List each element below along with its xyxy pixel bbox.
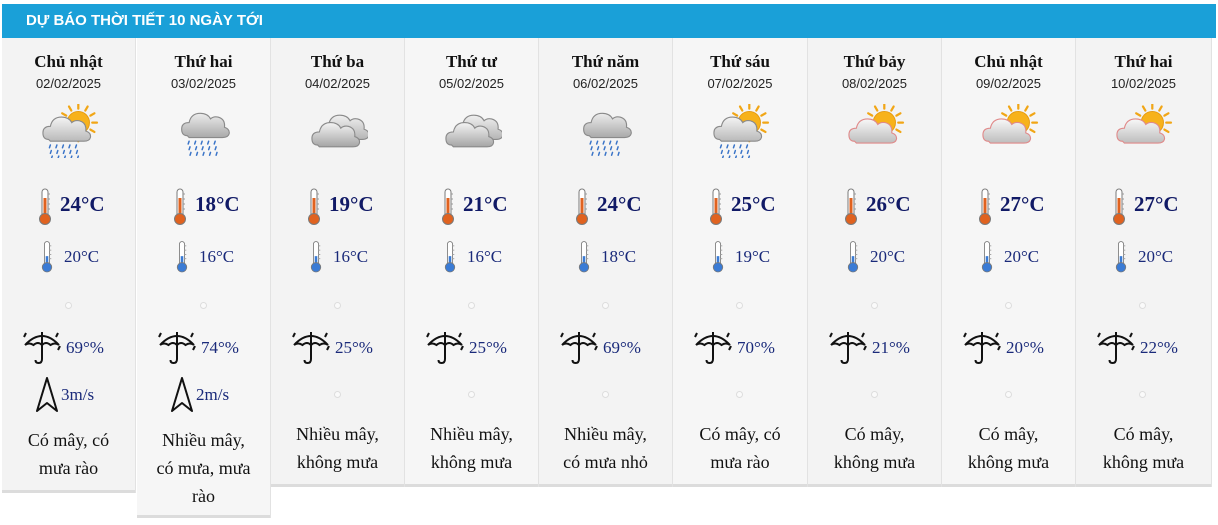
day-column — [271, 38, 405, 487]
rain-chance: 74°% — [201, 338, 239, 357]
max-temperature: 25°C — [731, 192, 776, 216]
day-column — [405, 38, 539, 487]
separator-dot — [334, 391, 341, 398]
day-name: Chủ nhật — [974, 52, 1043, 71]
cloud-sun-rain-icon — [39, 104, 99, 158]
day-name: Thứ hai — [1114, 52, 1173, 71]
day-column — [1076, 38, 1212, 487]
day-column — [137, 38, 271, 518]
thermometer-cold-icon — [444, 239, 456, 275]
day-name: Thứ bảy — [843, 52, 906, 71]
thermometer-cold-icon — [1115, 239, 1127, 275]
weather-description — [409, 420, 534, 476]
partly-cloudy-icon — [845, 104, 905, 158]
day-date: 08/02/2025 — [841, 76, 908, 91]
cloud-rain-icon — [174, 104, 234, 158]
day-name: Chủ nhật — [34, 52, 103, 71]
separator-dot — [1005, 302, 1012, 309]
day-name: Thứ sáu — [710, 52, 770, 71]
cloudy-icon — [308, 104, 368, 158]
min-temperature: 20°C — [1138, 247, 1174, 266]
rain-chance: 21°% — [872, 338, 910, 357]
day-column — [539, 38, 673, 487]
separator-dot — [468, 391, 475, 398]
description-line: Có mây, có — [27, 430, 110, 450]
day-date: 05/02/2025 — [438, 76, 505, 91]
column-bottom-border — [405, 484, 538, 487]
weather-description — [812, 420, 937, 476]
rain-chance: 69°% — [66, 338, 104, 357]
column-bottom-border — [808, 484, 941, 487]
thermometer-cold-icon — [712, 239, 724, 275]
wind-direction-icon — [35, 376, 59, 414]
umbrella-icon — [828, 329, 868, 365]
description-line: Có mây, — [1113, 424, 1174, 444]
description-line: Có mây, có — [699, 424, 781, 444]
day-date: 03/02/2025 — [170, 76, 237, 91]
weather-description — [946, 420, 1071, 476]
day-name: Thứ tư — [445, 52, 498, 71]
umbrella-icon — [962, 329, 1002, 365]
thermometer-hot-icon — [173, 188, 187, 226]
description-line: Có mây, — [978, 424, 1039, 444]
rain-chance: 70°% — [737, 338, 775, 357]
day-date: 04/02/2025 — [304, 76, 371, 91]
description-line: mưa rào — [710, 452, 770, 472]
min-temperature: 18°C — [601, 247, 637, 266]
rain-chance: 22°% — [1140, 338, 1178, 357]
thermometer-cold-icon — [578, 239, 590, 275]
separator-dot — [1139, 391, 1146, 398]
description-line: có mưa nhỏ — [563, 452, 648, 472]
description-line: không mưa — [1102, 452, 1185, 472]
separator-dot — [871, 391, 878, 398]
weather-description — [543, 420, 668, 476]
thermometer-hot-icon — [307, 188, 321, 226]
thermometer-hot-icon — [575, 188, 589, 226]
partly-cloudy-icon — [979, 104, 1039, 158]
separator-dot — [468, 302, 475, 309]
day-column — [673, 38, 808, 487]
rain-chance: 69°% — [603, 338, 641, 357]
weather-description — [677, 420, 803, 476]
description-line: rào — [192, 486, 215, 506]
max-temperature: 24°C — [60, 192, 105, 216]
description-line: không mưa — [833, 452, 916, 472]
day-name: Thứ hai — [174, 52, 233, 71]
thermometer-cold-icon — [981, 239, 993, 275]
cloud-sun-rain-icon — [710, 104, 770, 158]
umbrella-icon — [559, 329, 599, 365]
day-date: 10/02/2025 — [1110, 76, 1177, 91]
weather-description — [275, 420, 400, 476]
thermometer-cold-icon — [847, 239, 859, 275]
day-column — [808, 38, 942, 487]
thermometer-cold-icon — [41, 239, 53, 275]
day-date: 06/02/2025 — [572, 76, 639, 91]
column-bottom-border — [2, 490, 135, 493]
cloud-rain-icon — [576, 104, 636, 158]
separator-dot — [334, 302, 341, 309]
partly-cloudy-icon — [1113, 104, 1173, 158]
min-temperature: 20°C — [64, 247, 100, 266]
forecast-title: DỰ BÁO THỜI TIẾT 10 NGÀY TỚI — [26, 12, 263, 29]
thermometer-hot-icon — [978, 188, 992, 226]
column-bottom-border — [942, 484, 1075, 487]
column-bottom-border — [1076, 484, 1211, 487]
separator-dot — [1005, 391, 1012, 398]
min-temperature: 16°C — [467, 247, 503, 266]
day-name: Thứ năm — [571, 52, 640, 71]
max-temperature: 21°C — [463, 192, 508, 216]
separator-dot — [602, 302, 609, 309]
separator-dot — [736, 391, 743, 398]
description-line: Có mây, — [844, 424, 905, 444]
min-temperature: 16°C — [199, 247, 235, 266]
description-line: có mưa, mưa — [156, 458, 251, 478]
max-temperature: 24°C — [597, 192, 642, 216]
max-temperature: 26°C — [866, 192, 911, 216]
separator-dot — [602, 391, 609, 398]
column-bottom-border — [271, 484, 404, 487]
weather-description — [141, 426, 266, 510]
thermometer-hot-icon — [844, 188, 858, 226]
day-column — [2, 38, 136, 493]
description-line: không mưa — [296, 452, 379, 472]
description-line: Nhiều mây, — [162, 430, 245, 450]
min-temperature: 20°C — [870, 247, 906, 266]
umbrella-icon — [693, 329, 733, 365]
max-temperature: 18°C — [195, 192, 240, 216]
description-line: Nhiều mây, — [296, 424, 379, 444]
rain-chance: 20°% — [1006, 338, 1044, 357]
max-temperature: 27°C — [1000, 192, 1045, 216]
umbrella-icon — [1096, 329, 1136, 365]
min-temperature: 20°C — [1004, 247, 1040, 266]
max-temperature: 19°C — [329, 192, 374, 216]
umbrella-icon — [291, 329, 331, 365]
separator-dot — [736, 302, 743, 309]
rain-chance: 25°% — [335, 338, 373, 357]
separator-dot — [65, 302, 72, 309]
description-line: không mưa — [967, 452, 1050, 472]
description-line: không mưa — [430, 452, 513, 472]
thermometer-cold-icon — [176, 239, 188, 275]
separator-dot — [1139, 302, 1146, 309]
separator-dot — [871, 302, 878, 309]
thermometer-hot-icon — [709, 188, 723, 226]
column-bottom-border — [137, 515, 270, 518]
day-name: Thứ ba — [310, 52, 365, 71]
thermometer-cold-icon — [310, 239, 322, 275]
thermometer-hot-icon — [441, 188, 455, 226]
column-bottom-border — [539, 484, 672, 487]
description-line: Nhiều mây, — [564, 424, 647, 444]
umbrella-icon — [425, 329, 465, 365]
rain-chance: 25°% — [469, 338, 507, 357]
weather-description — [6, 426, 131, 482]
day-date: 07/02/2025 — [707, 76, 773, 91]
forecast-header — [2, 4, 1216, 38]
description-line: Nhiều mây, — [430, 424, 513, 444]
min-temperature: 19°C — [735, 247, 771, 266]
wind-speed: 2m/s — [196, 385, 230, 404]
description-line: mưa rào — [38, 458, 99, 478]
separator-dot — [200, 302, 207, 309]
wind-speed: 3m/s — [61, 385, 95, 404]
min-temperature: 16°C — [333, 247, 369, 266]
forecast-row — [2, 38, 1214, 525]
day-date: 02/02/2025 — [35, 76, 102, 91]
column-bottom-border — [673, 484, 807, 487]
day-column — [942, 38, 1076, 487]
umbrella-icon — [157, 329, 197, 365]
weather-description — [1080, 420, 1207, 476]
cloudy-icon — [442, 104, 502, 158]
day-date: 09/02/2025 — [975, 76, 1042, 91]
umbrella-icon — [22, 329, 62, 365]
thermometer-hot-icon — [38, 188, 52, 226]
thermometer-hot-icon — [1112, 188, 1126, 226]
wind-direction-icon — [170, 376, 194, 414]
max-temperature: 27°C — [1134, 192, 1179, 216]
